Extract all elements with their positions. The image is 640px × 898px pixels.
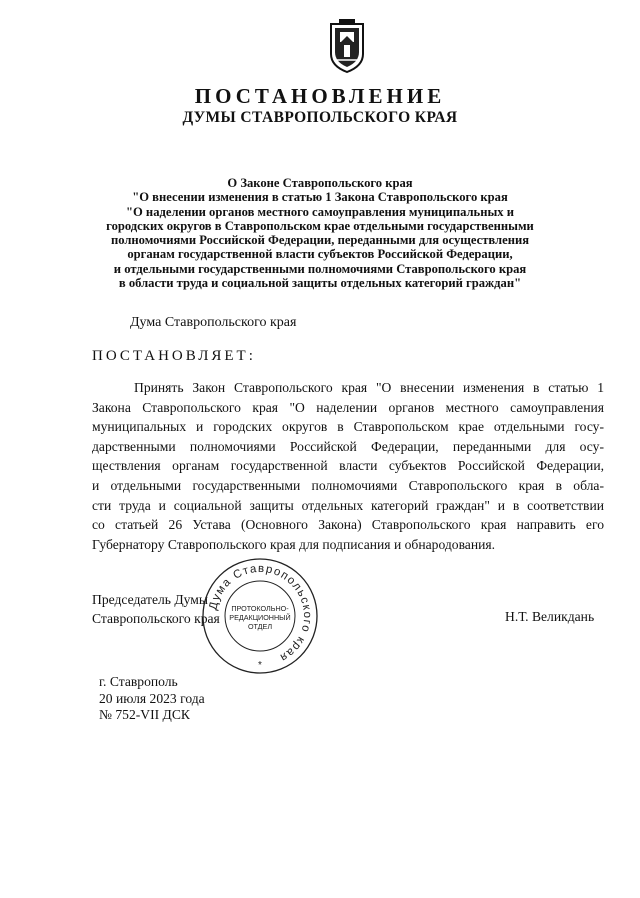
date-line: 20 июля 2023 года xyxy=(99,690,205,706)
signatory-position-line: Ставропольского края xyxy=(92,611,220,626)
signatory-name: Н.Т. Великдань xyxy=(505,609,595,624)
seal-ring-text: Дума Ставропольского края xyxy=(207,562,314,664)
subject-line: органам государственной власти субъектов Российской Федерации, xyxy=(127,247,513,262)
paragraph-line: сти труда и социальной защиты отдельных категорий граждан" и в соответствии xyxy=(92,497,604,513)
document-title: ПОСТАНОВЛЕНИЕ xyxy=(194,84,446,108)
seal-center-line: ОТДЕЛ xyxy=(247,622,273,631)
subject-line: полномочиями Российской Федерации, переданными для осуществления xyxy=(110,233,530,248)
paragraph-line: муниципальных и городских округов в Ставропольском крае отдельными госу- xyxy=(92,419,604,435)
document-issuer-title: ДУМЫ СТАВРОПОЛЬСКОГО КРАЯ xyxy=(182,109,458,126)
paragraph-line: со статьей 26 Устава (Основного Закона) Ставропольского края направить его xyxy=(92,517,604,533)
seal-center-line: ПРОТОКОЛЬНО- xyxy=(231,604,289,613)
paragraph-line: ществления органам государственной власти субъектов Российской Федерации, xyxy=(92,458,604,474)
subject-line: "О наделении органов местного самоуправления муниципальных и xyxy=(126,204,514,219)
subject-line: в области труда и социальной защиты отдельных категорий граждан" xyxy=(118,276,522,291)
subject-line: городских округов в Ставропольском крае отдельными государственными xyxy=(106,218,534,233)
subject-line: и отдельными государственными полномочиями Ставропольского края xyxy=(113,261,527,276)
paragraph-line: дарственными полномочиями Российской Федерации, переданными для осу- xyxy=(92,438,604,454)
paragraph-line: Принять Закон Ставропольского края "О внесении изменения в статью 1 xyxy=(134,380,604,395)
paragraph-line: Губернатору Ставропольского края для подписания и обнародования. xyxy=(92,536,496,552)
paragraph-line: Закона Ставропольского края "О наделении органов местного самоуправления xyxy=(92,399,604,415)
document-footer xyxy=(99,674,205,724)
issuer-line: Дума Ставропольского края xyxy=(130,315,297,330)
document-subject xyxy=(70,176,570,290)
official-seal xyxy=(200,556,320,676)
stavropol-krai-coat-of-arms-icon xyxy=(327,18,367,74)
seal-star-icon: * xyxy=(258,660,262,671)
document-number: № 752-VII ДСК xyxy=(99,707,190,722)
city-line: г. Ставрополь xyxy=(99,674,178,689)
seal-center-line: РЕДАКЦИОННЫЙ xyxy=(229,613,291,622)
subject-line: О Законе Ставропольского края xyxy=(227,176,413,190)
decree-paragraph xyxy=(92,378,604,554)
decree-word: ПОСТАНОВЛЯЕТ: xyxy=(92,348,256,364)
paragraph-line: и отдельными государственными полномочиями Ставропольского края в обла- xyxy=(92,477,604,493)
subject-line: "О внесении изменения в статью 1 Закона Ставропольского края xyxy=(132,190,508,205)
signatory-position-line: Председатель Думы xyxy=(92,592,209,607)
